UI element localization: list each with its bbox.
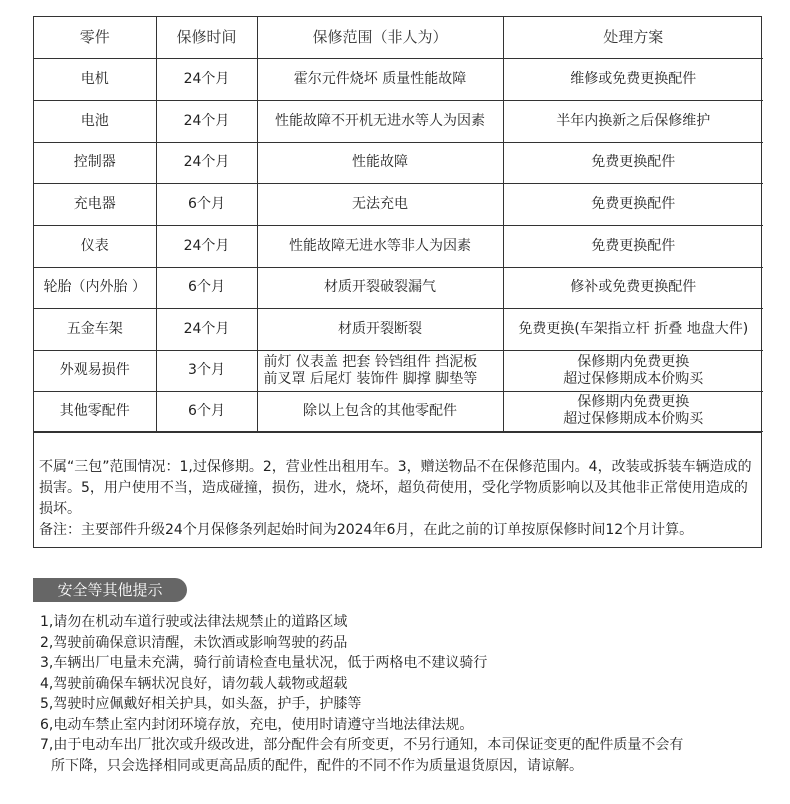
cell-scope: 霍尔元件烧坏 质量性能故障: [257, 58, 503, 100]
safety-list: [40, 612, 770, 776]
solution-line: 超过保修期成本价购买: [563, 370, 704, 387]
cell-part: 电机: [34, 58, 156, 100]
remark-note: 备注：主要部件升级24个月保修条列起始时间为2024年6月，在此之前的订单按原保修时间12个月计算。: [39, 521, 694, 538]
cell-period: 6个月: [156, 183, 257, 225]
warranty-table-frame: [33, 16, 762, 548]
list-item: 6,电动车禁止室内封闭环境存放，充电，使用时请遵守当地法律法规。: [40, 716, 474, 733]
cell-solution: 免费更换(车架指立杆 折叠 地盘大件): [503, 308, 763, 350]
cell-scope: 除以上包含的其他零配件: [257, 391, 503, 431]
cell-solution: 免费更换配件: [503, 142, 763, 183]
cell-part: 其他零配件: [34, 391, 156, 431]
scope-line: 前灯 仪表盖 把套 铃铛组件 挡泥板: [263, 353, 478, 370]
warranty-table: [34, 17, 763, 432]
header-period: 保修时间: [156, 17, 257, 58]
cell-period: 3个月: [156, 350, 257, 391]
cell-part: 外观易损件: [34, 350, 156, 391]
cell-solution: [503, 350, 763, 391]
list-item: 所下降，只会选择相同或更高品质的配件，配件的不同不作为质量退货原因，请谅解。: [51, 757, 583, 774]
table-row: [34, 267, 763, 308]
cell-part: 充电器: [34, 183, 156, 225]
cell-part: 仪表: [34, 225, 156, 267]
cell-scope: 无法充电: [257, 183, 503, 225]
cell-scope: 性能故障无进水等非人为因素: [257, 225, 503, 267]
cell-solution: 维修或免费更换配件: [503, 58, 763, 100]
cell-scope: 材质开裂破裂漏气: [257, 267, 503, 308]
table-row: [34, 58, 763, 100]
scope-line: 前叉罩 后尾灯 装饰件 脚撑 脚垫等: [263, 370, 478, 387]
cell-period: 24个月: [156, 225, 257, 267]
cell-period: 6个月: [156, 267, 257, 308]
cell-scope: [257, 350, 503, 391]
list-item: 5,驾驶时应佩戴好相关护具，如头盔，护手，护膝等: [40, 696, 362, 712]
warranty-notes: [34, 432, 761, 547]
cell-period: 24个月: [156, 58, 257, 100]
list-item: 7,由于电动车出厂批次或升级改进，部分配件会有所变更，不另行通知，本司保证变更的配件质量不会有: [40, 737, 684, 753]
cell-period: 6个月: [156, 391, 257, 431]
header-part: 零件: [34, 17, 156, 58]
cell-scope: 性能故障不开机无进水等人为因素: [257, 100, 503, 142]
table-header-row: [34, 17, 763, 58]
solution-line: 超过保修期成本价购买: [563, 411, 704, 427]
table-row: [34, 183, 763, 225]
header-solution: 处理方案: [503, 17, 763, 58]
cell-period: 24个月: [156, 142, 257, 183]
list-item: 3,车辆出厂电量未充满，骑行前请检查电量状况，低于两格电不建议骑行: [40, 655, 488, 671]
safety-section-title: 安全等其他提示: [33, 578, 187, 602]
table-row: [34, 142, 763, 183]
list-item: 4,驾驶前确保车辆状况良好，请勿载人载物或超载: [40, 675, 348, 692]
cell-solution: 免费更换配件: [503, 183, 763, 225]
list-item: 1,请勿在机动车道行驶或法律法规禁止的道路区域: [40, 614, 348, 630]
cell-period: 24个月: [156, 100, 257, 142]
cell-part: 五金车架: [34, 308, 156, 350]
solution-line: 保修期内免费更换: [577, 353, 690, 370]
cell-solution: 修补或免费更换配件: [503, 267, 763, 308]
table-row: [34, 391, 763, 431]
header-scope: 保修范围（非人为）: [257, 17, 503, 58]
table-row: [34, 350, 763, 391]
cell-part: 控制器: [34, 142, 156, 183]
table-row: [34, 100, 763, 142]
cell-solution: 半年内换新之后保修维护: [503, 100, 763, 142]
exclusions-note: 不属“三包”范围情况：1,过保修期。2，营业性出租用车。3，赠送物品不在保修范围内。4，改装或拆装车辆造成的损害。5，用户使用不当，造成碰撞，损伤，进水，烧坏，超负荷使用，受化学物质影响以及其他非正常使用造成的损坏。: [39, 458, 752, 517]
table-row: [34, 225, 763, 267]
cell-scope: 材质开裂断裂: [257, 308, 503, 350]
solution-line: 保修期内免费更换: [577, 394, 690, 410]
cell-solution: [503, 391, 763, 431]
cell-scope: 性能故障: [257, 142, 503, 183]
cell-part: 轮胎（内外胎 ）: [34, 267, 156, 308]
cell-solution: 免费更换配件: [503, 225, 763, 267]
cell-period: 24个月: [156, 308, 257, 350]
cell-part: 电池: [34, 100, 156, 142]
table-row: [34, 308, 763, 350]
list-item: 2,驾驶前确保意识清醒，未饮酒或影响驾驶的药品: [40, 634, 348, 651]
